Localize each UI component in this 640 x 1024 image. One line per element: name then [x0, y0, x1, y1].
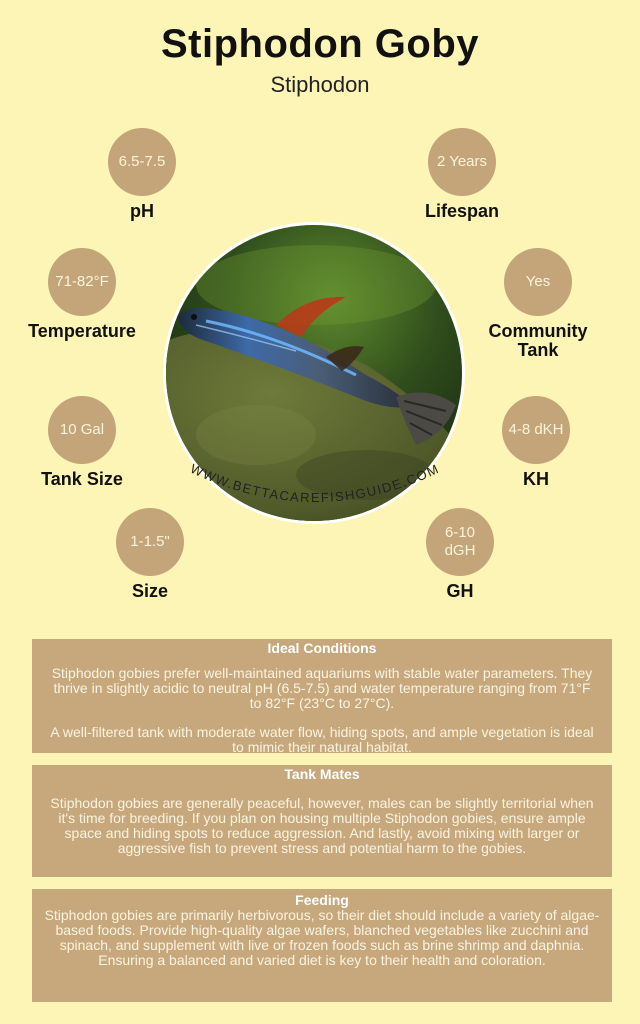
lifespan-value: 2 Years	[436, 153, 488, 170]
lifespan-label: Lifespan	[424, 201, 499, 221]
community-value: Yes	[525, 273, 551, 290]
tank-mates-panel	[32, 765, 612, 877]
svg-text:WWW.BETTACAREFISHGUIDE.COM	[188, 462, 442, 505]
tank-mates-title: Tank Mates	[284, 766, 360, 782]
lifespan-bubble	[428, 128, 496, 196]
ph-value: 6.5-7.5	[118, 153, 166, 170]
community-label: Community Tank	[488, 321, 588, 360]
kh-value: 4-8 dKH	[508, 421, 564, 438]
ideal-conditions-title: Ideal Conditions	[267, 640, 377, 656]
feeding-panel	[32, 889, 612, 1002]
temperature-value: 71-82°F	[55, 273, 109, 290]
tank-size-bubble	[48, 396, 116, 464]
tank-mates-text: Stiphodon gobies are generally peaceful, however, males can be slightly territorial when it's time for breeding. If you plan on housing multiple Stiphodon gobies, ensure ample space and hiding spots to reduce aggression. And lastly, avoid mixing with larger or aggressive fish to prevent stress and potential harm to the gobies.	[50, 795, 594, 856]
gh-label: GH	[446, 581, 474, 601]
watermark	[180, 462, 450, 542]
watermark-text: WWW.BETTACAREFISHGUIDE.COM	[188, 462, 442, 506]
page-subtitle: Stiphodon	[270, 72, 370, 97]
size-label: Size	[131, 581, 169, 601]
tank-size-value: 10 Gal	[59, 421, 105, 438]
size-value: 1-1.5"	[130, 533, 170, 550]
ideal-conditions-text-1: Stiphodon gobies prefer well-maintained aquariums with stable water parameters. They thrive in slightly acidic to neutral pH (6.5-7.5) and water temperature ranging from 71°F to 82°F (23°C to 27°C).	[51, 665, 593, 711]
param-tank-size	[2, 396, 162, 489]
ph-bubble	[108, 128, 176, 196]
kh-label: KH	[523, 469, 549, 489]
tank-size-label: Tank Size	[41, 469, 123, 489]
page-title: Stiphodon Goby	[160, 22, 480, 66]
ideal-conditions-text-2: A well-filtered tank with moderate water flow, hiding spots, and ample vegetation is ideal to mimic their natural habitat.	[50, 724, 594, 755]
gh-value: 6-10 dGH	[444, 524, 476, 559]
param-lifespan	[382, 128, 542, 221]
ph-label: pH	[130, 201, 154, 221]
param-temperature	[2, 248, 162, 341]
feeding-text: Stiphodon gobies are primarily herbivorous, so their diet should include a variety of algae-based foods. Provide high-quality algae wafers, blanched vegetables like zucchini and spinach, and supplement with live or frozen foods such as brine shrimp and daphnia. Ensuring a balanced and varied diet is key to their health and coloration.	[44, 907, 600, 968]
kh-bubble	[502, 396, 570, 464]
temperature-label: Temperature	[28, 321, 136, 341]
temperature-bubble	[48, 248, 116, 316]
feeding-title: Feeding	[295, 892, 349, 908]
community-bubble	[504, 248, 572, 316]
ideal-conditions-panel	[32, 639, 612, 753]
param-ph	[62, 128, 222, 221]
param-kh	[456, 396, 616, 489]
param-community	[458, 248, 618, 360]
